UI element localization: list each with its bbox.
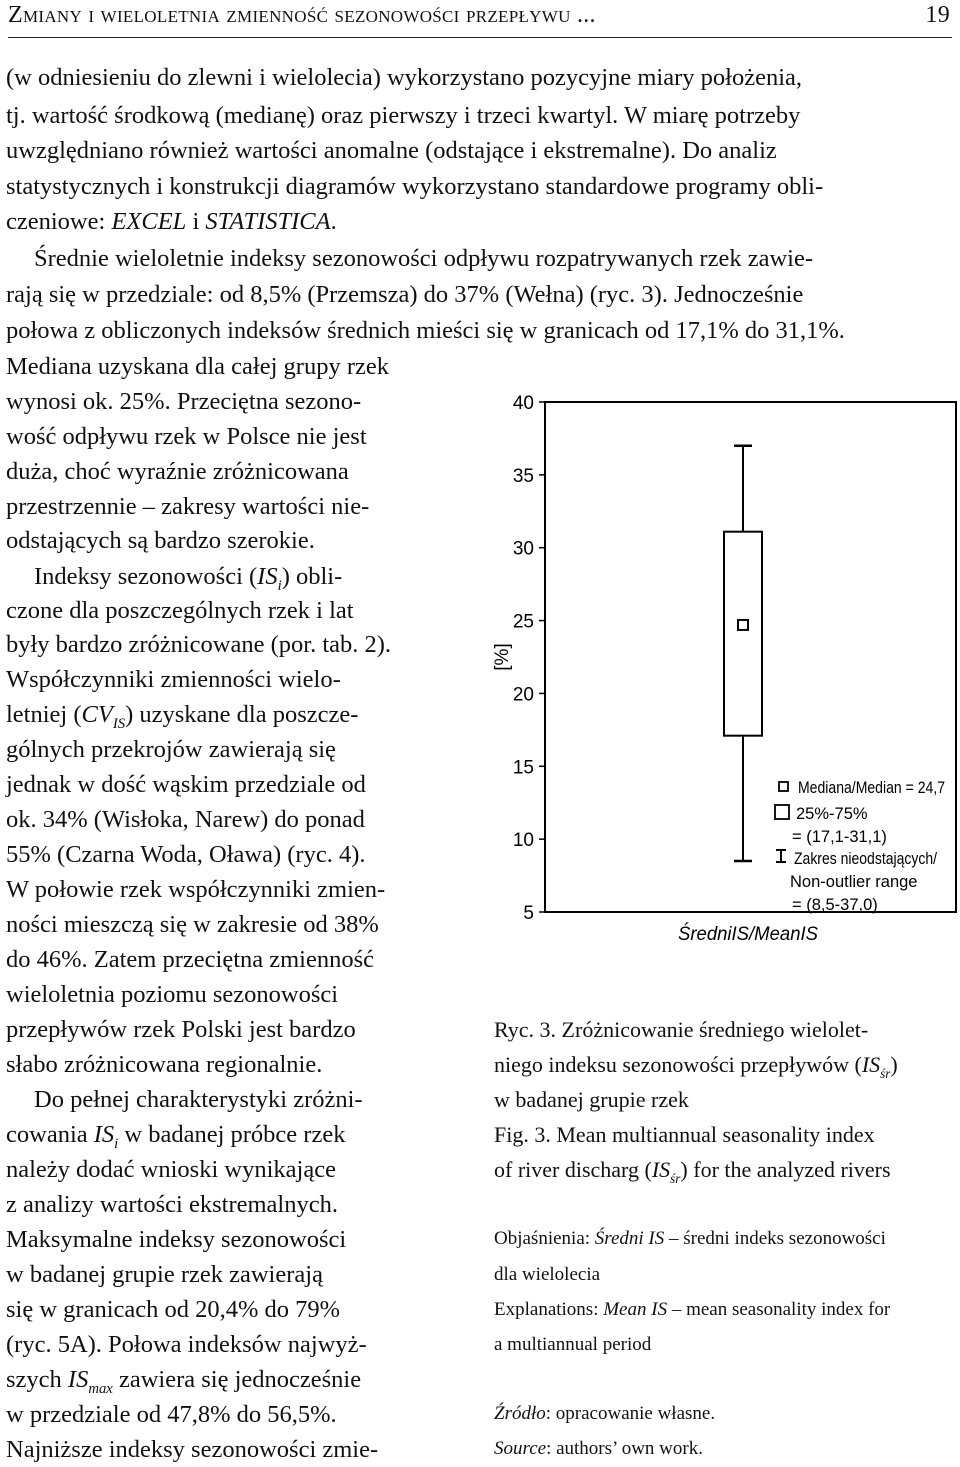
- x-category-label: ŚredniIS/MeanIS: [678, 924, 822, 945]
- y-tick-label: 15: [512, 757, 534, 779]
- legend-box-range: = (17,1-31,1): [792, 828, 887, 846]
- caption-en-line: of river discharg $(IS_{śr})$ for the analyzed rivers: [494, 1157, 891, 1186]
- note-line: Objaśnienia: Średni IS – średni indeks sezonowości: [494, 1228, 886, 1249]
- text-line: Współczynniki zmienności wielo-: [6, 666, 341, 693]
- y-tick-label: 30: [512, 538, 534, 560]
- legend-box-label: 25%-75%: [796, 805, 868, 823]
- y-tick-label: 40: [512, 393, 534, 414]
- text-line: (ryc. 5A). Połowa indeksów najwyż-: [6, 1331, 367, 1358]
- text-line: do 46%. Zatem przeciętna zmienność: [6, 946, 375, 973]
- legend-whisker-label: Zakres nieodstających/: [794, 850, 938, 868]
- y-axis-label: [%]: [492, 643, 513, 671]
- text-line: (w odniesieniu do zlewni i wielolecia) wykorzystano pozycyjne miary położenia,: [6, 64, 802, 91]
- note-line: dla wielolecia: [494, 1264, 601, 1285]
- text-line: wynosi ok. 25%. Przeciętna sezono-: [6, 388, 362, 415]
- running-title: Zmiany i wieloletnia zmienność sezonowości przepływu ...: [8, 2, 596, 28]
- text-line: przepływów rzek Polski jest bardzo: [6, 1016, 356, 1043]
- text-line: rają się w przedziale: od 8,5% (Przemsza) do 37% (Wełna) (ryc. 3). Jednocześnie: [6, 281, 804, 308]
- y-tick-label: 25: [512, 611, 534, 633]
- text-line: odstających są bardzo szerokie.: [6, 527, 315, 554]
- legend-median-symbol: [779, 782, 788, 791]
- text-line: letniej $(CV_{IS})$ uzyskane dla poszcze-: [6, 701, 359, 732]
- y-axis: [513, 393, 545, 924]
- text-line: Najniższe indeksy sezonowości zmie-: [6, 1436, 379, 1463]
- text-line: Średnie wieloletnie indeksy sezonowości odpływu rozpatrywanych rzek zawie-: [34, 245, 813, 272]
- text-line: z analizy wartości ekstremalnych.: [6, 1191, 338, 1218]
- running-head: [8, 2, 952, 34]
- text-line: należy dodać wnioski wynikające: [6, 1156, 336, 1183]
- median-marker: [738, 620, 748, 630]
- text-line: przestrzennie – zakresy wartości nie-: [6, 493, 370, 520]
- note-line: Explanations: Mean IS – mean seasonality index for: [494, 1299, 891, 1320]
- y-tick-label: 20: [512, 684, 534, 706]
- text-line: statystycznych i konstrukcji diagramów wykorzystano standardowe programy obli-: [6, 173, 824, 200]
- y-tick-label: 10: [512, 830, 534, 852]
- text-line: Indeksy sezonowości $(IS_i)$ obli-: [34, 563, 343, 594]
- text-line: Mediana uzyskana dla całej grupy rzek: [6, 353, 389, 380]
- text-line: szych $IS_{max}$ zawiera się jednocześnie: [6, 1366, 362, 1397]
- legend-whisker-label-en: Non-outlier range: [790, 873, 918, 891]
- text-line: wieloletnia poziomu sezonowości: [6, 981, 339, 1008]
- caption-pl-line: niego indeksu sezonowości przepływów $(IS_{śr})$: [494, 1052, 898, 1081]
- text-line: uwzględniano również wartości anomalne (odstające i ekstremalne). Do analiz: [6, 137, 777, 164]
- y-tick-label: 5: [523, 903, 534, 924]
- text-line: 55% (Czarna Woda, Oława) (ryc. 4).: [6, 841, 366, 868]
- software-name: EXCEL: [111, 208, 187, 235]
- caption-pl-line: Ryc. 3. Zróżnicowanie średniego wielolet-: [494, 1017, 869, 1042]
- text-line: Maksymalne indeksy sezonowości: [6, 1226, 347, 1253]
- text-line: się w granicach od 20,4% do 79%: [6, 1296, 341, 1323]
- header-rule: [8, 37, 952, 38]
- text-line: tj. wartość środkową (medianę) oraz pierwszy i trzeci kwartyl. W miarę potrzeby: [6, 102, 801, 129]
- caption-pl-line: w badanej grupie rzek: [494, 1087, 689, 1112]
- text-line: gólnych przekrojów zawierają się: [6, 736, 336, 763]
- text-line: słabo zróżnicowana regionalnie.: [6, 1051, 323, 1078]
- y-tick-label: 35: [512, 465, 534, 487]
- caption-en-line: Fig. 3. Mean multiannual seasonality index: [494, 1122, 875, 1147]
- text-line: duża, choć wyraźnie zróżnicowana: [6, 458, 349, 485]
- text-line: Do pełnej charakterystyki zróżni-: [34, 1086, 363, 1113]
- text-line: cowania $IS_i$ w badanej próbce rzek: [6, 1121, 346, 1152]
- legend: [775, 779, 945, 914]
- page-number: 19: [925, 2, 950, 28]
- text-line: w przedziale od 47,8% do 56,5%.: [6, 1401, 337, 1428]
- text-line: wość odpływu rzek w Polsce nie jest: [6, 423, 367, 450]
- text-line: czeniowe: EXCEL i STATISTICA.: [6, 208, 337, 235]
- source-en: Source: authors’ own work.: [494, 1438, 703, 1459]
- legend-box-symbol: [775, 805, 789, 819]
- box-series: [724, 446, 762, 861]
- box-plot-chart: [470, 385, 960, 955]
- legend-median-label: Mediana/Median = 24,7: [798, 779, 945, 797]
- note-line: a multiannual period: [494, 1334, 652, 1355]
- text-line: w badanej grupie rzek zawierają: [6, 1261, 323, 1288]
- text-line: czone dla poszczególnych rzek i lat: [6, 597, 354, 624]
- text-line: połowa z obliczonych indeksów średnich mieści się w granicach od 17,1% do 31,1%.: [6, 317, 845, 344]
- text-line: W połowie rzek współczynniki zmien-: [6, 876, 386, 903]
- text-line: ok. 34% (Wisłoka, Narew) do ponad: [6, 806, 365, 833]
- box-iqr: [724, 532, 762, 736]
- text-line: były bardzo zróżnicowane (por. tab. 2).: [6, 631, 392, 658]
- text-line: ności mieszczą się w zakresie od 38%: [6, 911, 379, 938]
- legend-whisker-range: = (8,5-37,0): [792, 896, 878, 914]
- software-name: STATISTICA: [205, 208, 331, 235]
- text-line: jednak w dość wąskim przedziale od: [6, 771, 366, 798]
- source-pl: Źródło: opracowanie własne.: [494, 1403, 716, 1424]
